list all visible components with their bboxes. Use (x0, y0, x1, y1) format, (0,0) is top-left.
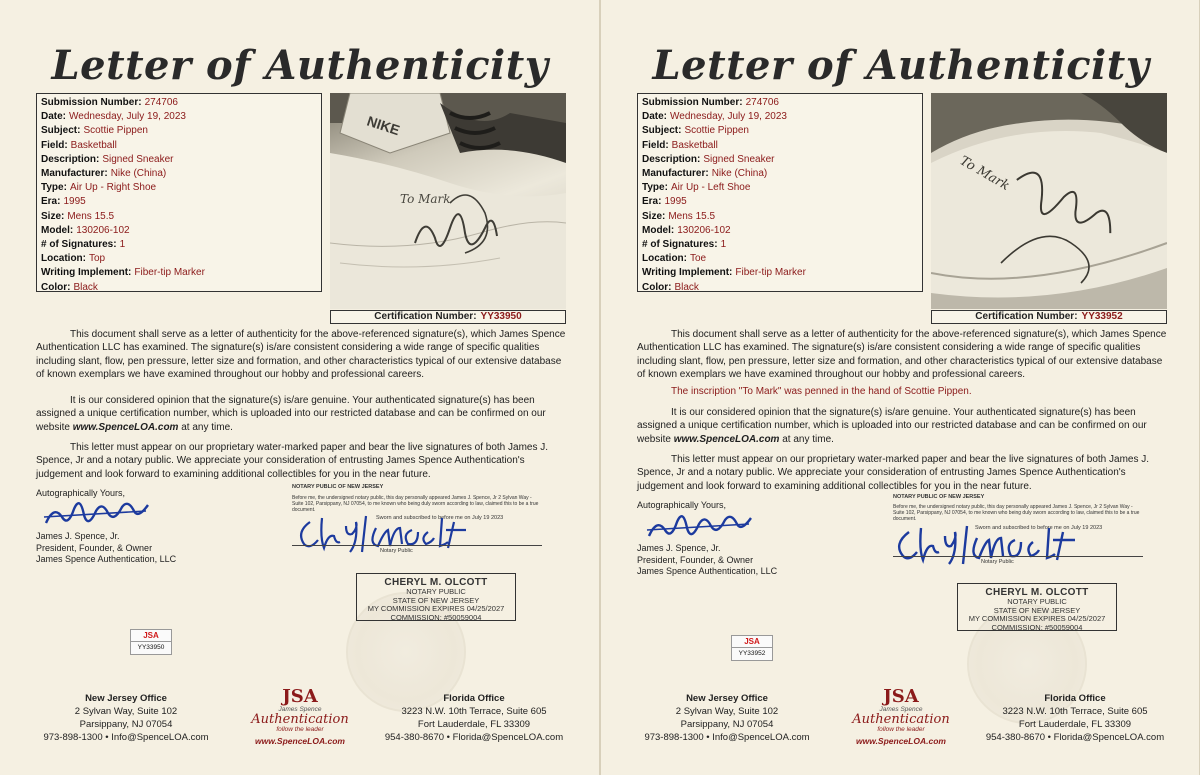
nj-address-line: 2 Sylvan Way, Suite 102 (74, 706, 178, 717)
logo-sub: James Spence (879, 706, 923, 713)
field-value: Nike (China) (711, 168, 768, 180)
letter-body-closing (36, 441, 566, 481)
hologram-sticker (731, 635, 773, 661)
hologram-brand: JSA (744, 637, 760, 646)
inscription-note: The inscription "To Mark" was penned in the hand of Scottie Pippen. (671, 386, 972, 397)
notary-stamp (356, 573, 516, 621)
field-row (642, 124, 918, 138)
field-value: Fiber-tip Marker (735, 267, 806, 279)
field-value: Basketball (671, 139, 718, 151)
signed-sneaker-photo (330, 93, 566, 309)
field-label: Writing Implement: (41, 267, 132, 279)
logo-tagline: follow the leader (877, 726, 925, 733)
hologram-number: YY33952 (732, 647, 772, 660)
notary-sworn-line: Sworn and subscribed to before me on July 19 2023 (376, 515, 504, 521)
stamp-name: CHERYL M. OLCOTT (384, 577, 488, 588)
field-row (41, 96, 317, 110)
notary-public-label: Notary Public (981, 559, 1014, 565)
field-value: Wednesday, July 19, 2023 (69, 111, 186, 123)
field-value: Wednesday, July 19, 2023 (670, 111, 787, 123)
fl-office-heading: Florida Office (443, 693, 505, 704)
field-value: Fiber-tip Marker (134, 267, 205, 279)
letter-body-opinion (36, 394, 566, 434)
stamp-line: COMMISSION: #50059004 (991, 622, 1083, 632)
field-value: 274706 (144, 97, 178, 108)
letter-body (36, 328, 566, 382)
field-row (642, 266, 918, 280)
field-label: Size: (41, 210, 65, 222)
logo-jsa: JSA (883, 686, 919, 707)
cert-label: Certification Number: (975, 311, 1078, 322)
hologram-number: YY33950 (131, 641, 171, 654)
logo-sub: James Spence (278, 706, 322, 713)
letter-body-closing (637, 453, 1167, 493)
fl-address-line: Fort Lauderdale, FL 33309 (1018, 719, 1132, 730)
spence-signature-graphic (42, 497, 152, 535)
letter-body (637, 328, 1167, 382)
letter-title: Letter of Authenticity (51, 42, 549, 89)
field-row (41, 181, 317, 195)
notary-signature-line (893, 556, 1143, 557)
field-label: # of Signatures: (642, 239, 718, 251)
signer-name: James J. Spence, Jr. (36, 531, 120, 541)
svg-text:NIKE: NIKE (365, 112, 402, 139)
notary-header: NOTARY PUBLIC OF NEW JERSEY (893, 494, 985, 500)
fl-contact: 954-380-8670 • Florida@SpenceLOA.com (985, 732, 1165, 743)
field-row (41, 110, 317, 124)
field-row (41, 210, 317, 224)
nj-address-line: Parsippany, NJ 07054 (680, 719, 774, 730)
letter-title: Letter of Authenticity (652, 42, 1150, 89)
logo-website[interactable]: www.SpenceLOA.com (856, 736, 946, 746)
notary-affidavit: Before me, the undersigned notary public, this day personally appeared James J. Spence, Jr 2 Sylvan Way - Suite 102, Parsippany, NJ 07054, to me known who being duly sworn according to law, claimed this to be a true document. (893, 504, 1140, 523)
fl-address-line: 3223 N.W. 10th Terrace, Suite 605 (401, 706, 547, 717)
photo-inscription: To Mark (400, 192, 451, 206)
sneaker-illustration (931, 93, 1167, 309)
fl-contact: 954-380-8670 • Florida@SpenceLOA.com (384, 732, 564, 743)
field-row (41, 252, 317, 266)
hologram-sticker (130, 629, 172, 655)
field-label: Color: (41, 281, 71, 293)
field-row (41, 238, 317, 252)
stamp-name: CHERYL M. OLCOTT (985, 587, 1089, 598)
field-value: Mens 15.5 (67, 210, 115, 222)
field-label: Field: (41, 139, 68, 151)
certification-number-box (931, 310, 1167, 324)
opinion-text-end: at any time. (178, 421, 233, 433)
field-value: 1995 (63, 196, 86, 208)
field-row (642, 224, 918, 238)
photo-inscription: To Mark (957, 153, 1012, 194)
field-row (41, 266, 317, 280)
field-value: 1 (119, 239, 126, 251)
paragraph-examined: This document shall serve as a letter of authenticity for the above-referenced signature(s), which James Spence Authentication LLC has examined. The signature(s) is/are consistent considering a wide range of specific qualities including slant, flow, pen pressure, letter size and formation, and other characteristics typical of our extensive database of known exemplars we have examined throughout our hobby and professional careers. (36, 329, 566, 381)
website-link[interactable]: www.SpenceLOA.com (673, 433, 780, 445)
opinion-text-end: at any time. (779, 433, 834, 445)
sneaker-illustration (330, 93, 566, 309)
signer-company: James Spence Authentication, LLC (637, 566, 778, 576)
field-label: Location: (642, 253, 687, 265)
notary-header: NOTARY PUBLIC OF NEW JERSEY (292, 484, 384, 490)
stamp-line: MY COMMISSION EXPIRES 04/25/2027 (968, 614, 1106, 624)
field-label: Description: (642, 153, 701, 165)
field-label: Type: (41, 182, 67, 194)
field-row (642, 252, 918, 266)
field-value: Signed Sneaker (703, 153, 775, 165)
jsa-logo (841, 688, 961, 746)
field-label: Color: (642, 281, 672, 293)
signer-company: James Spence Authentication, LLC (36, 554, 177, 564)
notary-sworn-line: Sworn and subscribed to before me on July 19 2023 (975, 525, 1103, 531)
field-value: Air Up - Left Shoe (670, 182, 751, 194)
field-row (41, 124, 317, 138)
field-value: Top (89, 253, 106, 265)
field-row (642, 110, 918, 124)
field-row (41, 195, 317, 209)
field-label: Manufacturer: (41, 168, 108, 180)
field-row (41, 139, 317, 153)
nj-office-heading: New Jersey Office (686, 693, 768, 704)
logo-website[interactable]: www.SpenceLOA.com (255, 736, 345, 746)
field-row (41, 153, 317, 167)
signer-title: President, Founder, & Owner (36, 542, 153, 553)
nj-address-line: 2 Sylvan Way, Suite 102 (675, 706, 779, 717)
closing-salutation: Autographically Yours, (36, 488, 126, 498)
field-value: 130206-102 (76, 224, 130, 236)
website-link[interactable]: www.SpenceLOA.com (72, 421, 179, 433)
paragraph-opinion (36, 394, 566, 434)
field-label: Writing Implement: (642, 267, 733, 279)
paragraph-examined: This document shall serve as a letter of authenticity for the above-referenced signature(s), which James Spence Authentication LLC has examined. The signature(s) is/are consistent considering a wide range of specific qualities including slant, flow, pen pressure, letter size and formation, and other characteristics typical of our extensive database of known exemplars we have examined throughout our hobby and professional careers. (637, 329, 1167, 381)
field-row (642, 167, 918, 181)
notary-signature-line (292, 545, 542, 546)
logo-tagline: follow the leader (276, 726, 324, 733)
field-label: Size: (642, 210, 666, 222)
field-label: Era: (41, 196, 61, 208)
certification-number-box (330, 310, 566, 324)
jsa-logo (240, 688, 360, 746)
cert-number: YY33952 (1081, 311, 1123, 322)
field-label: Era: (642, 196, 662, 208)
field-value: Black (674, 281, 699, 293)
signed-sneaker-photo (931, 93, 1167, 309)
stamp-line: STATE OF NEW JERSEY (392, 595, 480, 605)
field-row (642, 195, 918, 209)
paragraph-opinion (637, 406, 1167, 446)
field-row (642, 281, 918, 295)
field-value: Scottie Pippen (83, 125, 148, 137)
stamp-line: STATE OF NEW JERSEY (993, 605, 1081, 615)
field-label: Submission Number: (41, 97, 142, 108)
letter-body-opinion (637, 406, 1167, 446)
field-value: 274706 (745, 97, 779, 108)
field-row (41, 224, 317, 238)
field-value: Nike (China) (110, 168, 167, 180)
field-value: Scottie Pippen (684, 125, 749, 137)
field-label: Field: (642, 139, 669, 151)
logo-authentication: Authentication (852, 712, 950, 727)
field-row (41, 167, 317, 181)
field-row (41, 281, 317, 295)
nj-address-line: Parsippany, NJ 07054 (79, 719, 173, 730)
notary-affidavit: Before me, the undersigned notary public, this day personally appeared James J. Spence, Jr 2 Sylvan Way - Suite 102, Parsippany, NJ 07054, to me known who being duly sworn according to law, claimed this to be a true document. (292, 495, 539, 514)
field-row (642, 181, 918, 195)
field-value: 130206-102 (677, 224, 731, 236)
nj-contact: 973-898-1300 • Info@SpenceLOA.com (43, 732, 209, 743)
field-row (642, 238, 918, 252)
signer-block (36, 531, 176, 566)
details-table (36, 93, 322, 292)
field-value: Air Up - Right Shoe (69, 182, 157, 194)
field-value: 1995 (664, 196, 687, 208)
letter-body-inscription (637, 385, 1167, 398)
field-label: Submission Number: (642, 97, 743, 108)
field-value: Mens 15.5 (668, 210, 716, 222)
opinion-text: It is our considered opinion that the signature(s) is/are genuine. Your authenticated signature(s) has been assigned a unique certification number, which is uploaded into our restricted database and can be confirmed on our website (637, 407, 1147, 445)
hologram-brand: JSA (143, 631, 159, 640)
field-label: Date: (642, 111, 668, 123)
cert-label: Certification Number: (374, 311, 477, 322)
letter-page-right (600, 0, 1200, 775)
fl-address-line: Fort Lauderdale, FL 33309 (417, 719, 531, 730)
logo-jsa: JSA (282, 686, 318, 707)
field-value: Basketball (70, 139, 117, 151)
field-row (642, 210, 918, 224)
nj-contact: 973-898-1300 • Info@SpenceLOA.com (644, 732, 810, 743)
field-label: Manufacturer: (642, 168, 709, 180)
field-row (642, 96, 918, 110)
opinion-text: It is our considered opinion that the signature(s) is/are genuine. Your authenticated signature(s) has been assigned a unique certification number, which is uploaded into our restricted database and can be confirmed on our website (36, 395, 546, 433)
paragraph-watermark: This letter must appear on our proprietary water-marked paper and bear the live signatures of both James J. Spence, Jr and a notary public. We appreciate your consideration of entrusting James Spence Authentication's judgement and look forward to examining additional collectibles for you in the near future. (36, 442, 549, 480)
field-value: Signed Sneaker (102, 153, 174, 165)
stamp-line: MY COMMISSION EXPIRES 04/25/2027 (367, 604, 505, 614)
closing-salutation: Autographically Yours, (637, 500, 727, 510)
paragraph-watermark: This letter must appear on our proprietary water-marked paper and bear the live signatures of both James J. Spence, Jr and a notary public. We appreciate your consideration of entrusting James Spence Authentication's judgement and look forward to examining additional collectibles for you in the near future. (637, 454, 1150, 492)
fl-office-block (374, 692, 574, 744)
field-row (642, 153, 918, 167)
field-value: 1 (720, 239, 727, 251)
field-row (642, 139, 918, 153)
notary-public-label: Notary Public (380, 548, 413, 554)
nj-office-block (637, 692, 817, 744)
field-label: Subject: (642, 125, 682, 137)
stamp-line: NOTARY PUBLIC (1007, 597, 1067, 606)
details-table (637, 93, 923, 292)
field-label: Description: (41, 153, 100, 165)
field-label: Date: (41, 111, 67, 123)
field-label: Model: (41, 224, 74, 236)
stamp-line: NOTARY PUBLIC (406, 587, 466, 596)
field-value: Toe (690, 253, 707, 265)
signer-block (637, 543, 777, 578)
signer-name: James J. Spence, Jr. (637, 543, 721, 553)
notary-stamp (957, 583, 1117, 631)
nj-office-heading: New Jersey Office (85, 693, 167, 704)
field-label: Subject: (41, 125, 81, 137)
field-label: Location: (41, 253, 86, 265)
field-label: # of Signatures: (41, 239, 117, 251)
field-label: Model: (642, 224, 675, 236)
stamp-line: COMMISSION: #50059004 (390, 612, 482, 622)
cert-number: YY33950 (480, 311, 522, 322)
logo-authentication: Authentication (251, 712, 349, 727)
fl-office-heading: Florida Office (1044, 693, 1106, 704)
field-value: Black (73, 281, 98, 293)
field-label: Type: (642, 182, 668, 194)
nj-office-block (36, 692, 216, 744)
fl-address-line: 3223 N.W. 10th Terrace, Suite 605 (1002, 706, 1148, 717)
fl-office-block (975, 692, 1175, 744)
signer-title: President, Founder, & Owner (637, 554, 754, 565)
